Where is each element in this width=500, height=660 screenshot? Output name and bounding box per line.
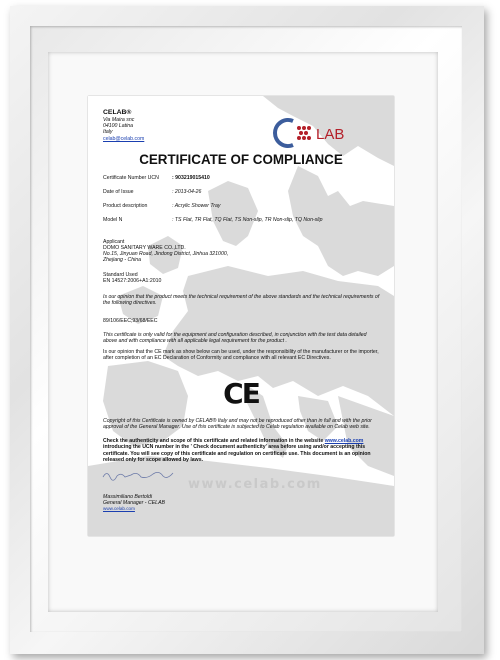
issuer-name: CELAB® [103, 109, 132, 116]
standard-value: EN 14527:2006+A1:2010 [103, 278, 162, 284]
signatory-role: General Manager - CELAB [103, 500, 165, 506]
celab-logo [268, 116, 378, 150]
field-value: : 903219015410 [172, 175, 210, 181]
opinion-text: Is our opinion that the product meets the technical requirement of the above standards and the technical requirements of the following directives. [103, 294, 380, 307]
field-value: : 2013-04-26 [172, 189, 202, 195]
applicant-line: Zhejiang - China [103, 257, 142, 263]
field-label: Model N [103, 217, 123, 223]
issuer-address-line: Italy [103, 129, 113, 135]
standard-heading: Standard Used [103, 272, 138, 278]
field-label: Certificate Number UCN [103, 175, 159, 181]
field-label: Product description [103, 203, 148, 209]
signature-image [101, 468, 181, 482]
website-link[interactable]: www.celab.com [324, 438, 364, 444]
field-value: : TS Flat, TR Flat, TQ Flat, TS Non-slip, TR Non-slip, TQ Non-slip [172, 217, 323, 223]
authenticity-text [103, 438, 381, 463]
applicant-line: DOMO SANITARY WARE CO.,LTD. [103, 245, 186, 251]
authenticity-line2: introducing the UCN number in the ' Check document authenticity' area before using and/or accepting this certificate. You will see copy of this certificate and regulation on certificate use. This document is an opinion released only for scope allowed by laws. [103, 444, 371, 463]
copyright-text: Copyright of this Certificate is owned by CELAB® Italy and may not be reproduced other than in full and with the prior approval of the General Manager. Use of this certificate is subjected to Celab regulation available on Celab web site. [103, 418, 372, 431]
authenticity-line1: Check the authenticity and scope of this certificate and related information in the website [103, 438, 324, 444]
field-value: : Acrylic Shower Tray [172, 203, 221, 209]
signatory-site-link[interactable]: www.celab.com [103, 506, 135, 511]
signatory-name: Massimiliano Bertoldi [103, 494, 153, 500]
validity-text: This certificate is only valid for the equipment and configuration described, in conjunction with the test data detailed above and with compliance with all applicable legal requirement for the product . [103, 332, 367, 345]
field-label: Date of Issue [103, 189, 134, 195]
issuer-address-line: 04100 Latina [103, 123, 134, 129]
ce-statement-text: Is our opinion that the CE mark as show below can be used, under the responsibility of the manufacturer or the importer, after completion of an EC Declaration of Conformity and compliance with all relevant EC Directives. [103, 349, 379, 362]
certificate-document [88, 96, 394, 536]
directives-text: 89/106/EEC;93/68/EEC [103, 318, 158, 324]
ce-mark: CE [223, 377, 259, 410]
certificate-title: CERTIFICATE OF COMPLIANCE [139, 152, 343, 167]
watermark-url: www.celab.com [188, 477, 322, 492]
applicant-line: No.15, Jinyuan Road, Jindong District, Jinhua 321000, [103, 251, 229, 257]
applicant-heading: Applicant [103, 239, 125, 245]
issuer-address-line: Via Maira snc [103, 117, 135, 123]
celab-logo-text: LAB [316, 126, 345, 143]
issuer-email-link[interactable]: celab@celab.com [103, 136, 145, 142]
